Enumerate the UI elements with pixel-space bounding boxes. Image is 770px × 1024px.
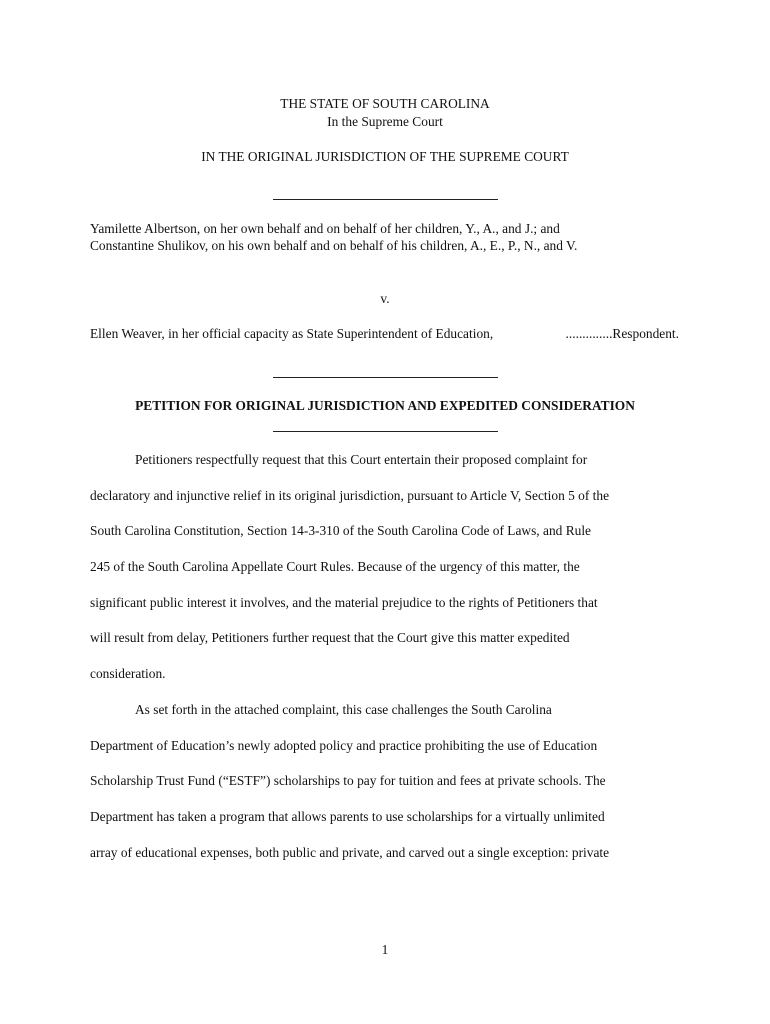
caption-jurisdiction: IN THE ORIGINAL JURISDICTION OF THE SUPREME COURT — [201, 149, 569, 164]
body-line: significant public interest it involves, and the material prejudice to the rights of Petitioners that — [90, 595, 598, 610]
caption-state: THE STATE OF SOUTH CAROLINA — [280, 96, 490, 111]
respondent-text: Ellen Weaver, in her official capacity as State Superintendent of Education, — [90, 326, 494, 341]
body-line: will result from delay, Petitioners further request that the Court give this matter expedited — [90, 630, 570, 645]
respondent-line — [90, 326, 679, 342]
petition-title: PETITION FOR ORIGINAL JURISDICTION AND EXPEDITED CONSIDERATION — [135, 398, 635, 413]
body-line: 245 of the South Carolina Appellate Court Rules. Because of the urgency of this matter, the — [90, 559, 580, 574]
body-line: declaratory and injunctive relief in its original jurisdiction, pursuant to Article V, Section 5 of the — [90, 488, 610, 503]
body-line: Department has taken a program that allows parents to use scholarships for a virtually unlimited — [90, 809, 605, 824]
respondent-label: ..............Respondent. — [565, 326, 679, 341]
petitioners-line-2: Constantine Shulikov, on his own behalf and on behalf of his children, A., E., P., N., and V. — [90, 238, 578, 253]
body-line: array of educational expenses, both public and private, and carved out a single exception: private — [90, 845, 610, 860]
petitioners-line-1: Yamilette Albertson, on her own behalf and on behalf of her children, Y., A., and J.; and — [90, 221, 560, 236]
body-line: Scholarship Trust Fund (“ESTF”) scholarships to pay for tuition and fees at private schools. The — [90, 773, 606, 788]
body-line: Department of Education’s newly adopted policy and practice prohibiting the use of Education — [90, 738, 598, 753]
body-line: South Carolina Constitution, Section 14-3-310 of the South Carolina Code of Laws, and Rule — [90, 523, 591, 538]
separator-rule — [273, 431, 498, 432]
body-line: As set forth in the attached complaint, this case challenges the South Carolina — [135, 702, 552, 717]
caption-court: In the Supreme Court — [327, 114, 443, 129]
versus-label: v. — [380, 291, 390, 306]
body-line: consideration. — [90, 666, 166, 681]
page-number: 1 — [381, 942, 389, 957]
separator-rule — [273, 377, 498, 378]
body-line: Petitioners respectfully request that this Court entertain their proposed complaint for — [135, 452, 588, 467]
separator-rule — [273, 199, 498, 200]
